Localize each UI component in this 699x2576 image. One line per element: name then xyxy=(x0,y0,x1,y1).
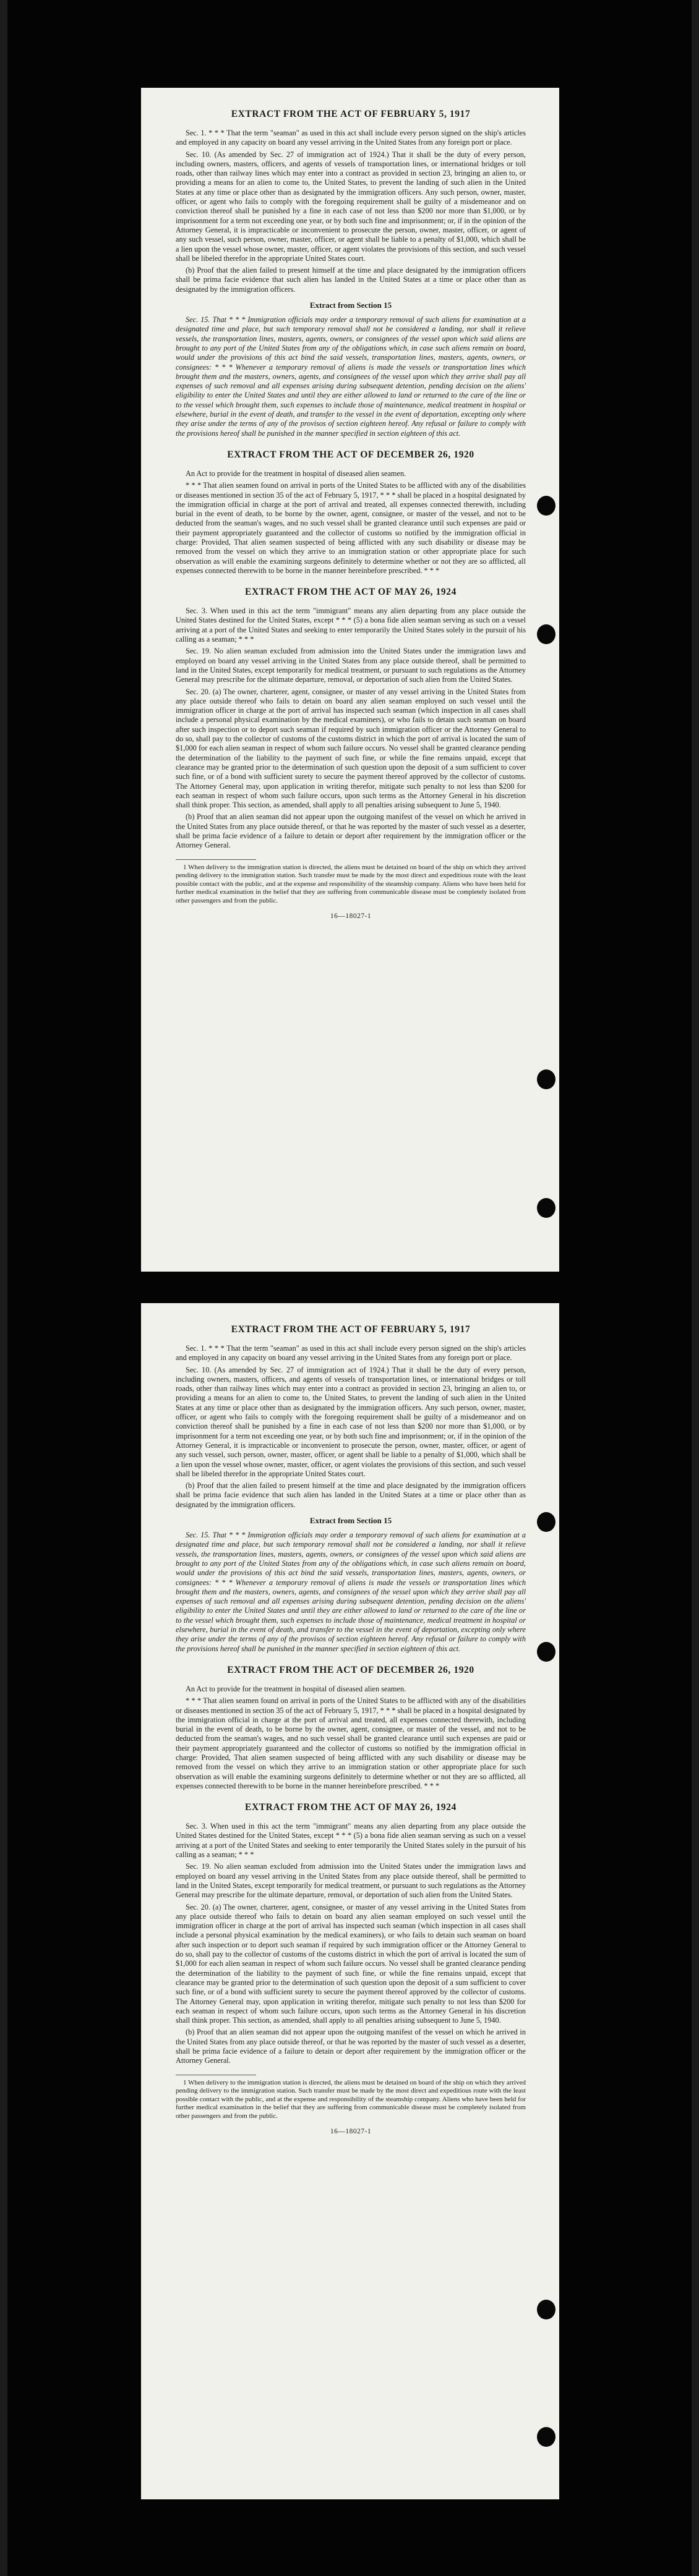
section-19: Sec. 19. No alien seaman excluded from admission into the United States under the immigration laws and employed on board any vessel arriving in the United States from any place outside thereof, shall be permitted to land in the United States, except temporarily for medical treatment, or pursuant to such regulations as the Attorney General may prescribe for the ultimate departure, removal, or deportation of such alien from the United States. xyxy=(176,647,526,684)
section-20a: Sec. 20. (a) The owner, charterer, agent, consignee, or master of any vessel arriving in the United States from any place outside thereof who fails to detain on board any alien seaman employed on such vessel until the immigration officer in charge at the port of arrival has inspected such seaman (which inspection in all cases shall include a personal physical examination by the medical examiners), or who fails to detain such seaman on board after such inspection or to deport such seaman if required by such immigration officer or the Attorney General to do so, shall pay to the collector of customs of the customs district in which the port of arrival is located the sum of $1,000 for each alien seaman in respect of whom such failure occurs. No vessel shall be granted clearance pending the determination of the liability to the payment of such fine, or while the fine remains unpaid, except that clearance may be granted prior to the determination of such question upon the deposit of a sum sufficient to cover such fine, or of a bond with sufficient surety to secure the payment thereof approved by the collector of customs. The Attorney General may, upon application in writing therefor, mitigate such penalty to not less than $200 for each seaman in respect of whom such failure occurs, upon such terms as the Attorney General in his discretion shall think proper. This section, as amended, shall apply to all penalties arising subsequent to June 5, 1940. xyxy=(176,687,526,810)
heading-act-1920: EXTRACT FROM THE ACT OF DECEMBER 26, 1920 xyxy=(227,449,474,460)
punch-hole xyxy=(537,1198,555,1218)
punch-hole xyxy=(537,1069,555,1089)
document-page-1 xyxy=(141,88,559,1272)
section-15: Sec. 15. That * * * Immigration officials may order a temporary removal of such aliens for examination at a designated time and place, but such temporary removal shall not be considered a landing, nor shall it relieve vessels, the transportation lines, masters, agents, owners, or consignees of the vessel upon which said aliens are brought to any port of the United States from any of the obligations which, in case such aliens remain on board, would under the provisions of this act bind the said vessels, transportation lines, masters, agents, owners, or consignees: * * * Whenever a temporary removal of aliens is made the vessels or transportation lines which brought them and the masters, owners, agents, and consignees of the vessel upon which they arrive shall pay all expenses of such removal and all expenses arising during subsequent detention, pending decision on the aliens' eligibility to enter the United States and until they are either allowed to land or returned to the care of the line or to the vessel which brought them, such expenses to include those of maintenance, medical treatment in hospital or elsewhere, burial in the event of death, and transfer to the vessel in the event of deportation, excepting only where they arise under the terms of any of the provisos of section eighteen hereof. Any refusal or failure to comply with the provisions hereof shall be punished in the manner specified in section eighteen of this act. xyxy=(176,315,526,438)
act-1920-title: An Act to provide for the treatment in hospital of diseased alien seamen. xyxy=(186,469,406,478)
section-10b: (b) Proof that the alien failed to present himself at the time and place designated by the immigration officers shall be prima facie evidence that such alien has landed in the United States at a time or place other than as designated by the immigration officers. xyxy=(176,266,526,294)
heading-act-1924: EXTRACT FROM THE ACT OF MAY 26, 1924 xyxy=(245,587,457,598)
section-15: Sec. 15. That * * * Immigration officials may order a temporary removal of such aliens for examination at a designated time and place, but such temporary removal shall not be considered a landing, nor shall it relieve vessels, the transportation lines, masters, agents, owners, or consignees of the vessel upon which said aliens are brought to any port of the United States from any of the obligations which, in case such aliens remain on board, would under the provisions of this act bind the said vessels, transportation lines, masters, agents, owners, or consignees: * * * Whenever a temporary removal of aliens is made the vessels or transportation lines which brought them and the masters, owners, agents, and consignees of the vessel upon which they arrive shall pay all expenses of such removal and all expenses arising during subsequent detention, pending decision on the aliens' eligibility to enter the United States and until they are either allowed to land or returned to the care of the line or to the vessel which brought them, such expenses to include those of maintenance, medical treatment in hospital or elsewhere, burial in the event of death, and transfer to the vessel in the event of deportation, excepting only where they arise under the terms of any of the provisos of section eighteen hereof. Any refusal or failure to comply with the provisions hereof shall be punished in the manner specified in section eighteen of this act. xyxy=(176,1531,526,1653)
punch-hole xyxy=(537,624,555,644)
footnote-rule xyxy=(176,859,256,860)
section-19: Sec. 19. No alien seaman excluded from admission into the United States under the immigration laws and employed on board any vessel arriving in the United States from any place outside thereof, shall be permitted to land in the United States, except temporarily for medical treatment, or pursuant to such regulations as the Attorney General may prescribe for the ultimate departure, removal, or deportation of such alien from the United States. xyxy=(176,1862,526,1900)
section-10: Sec. 10. (As amended by Sec. 27 of immigration act of 1924.) That it shall be the duty of every person, including owners, masters, officers, and agents of vessels of transportation lines, or international bridges or toll roads, other than railway lines which may enter into a contract as provided in section 23, bringing an alien to, or providing a means for an alien to come to, the United States, to prevent the landing of such alien in the United States at any time or place other than as designated by the immigration officers. Any such person, owner, master, officer, or agent who fails to comply with the foregoing requirement shall be guilty of a misdemeanor and on conviction thereof shall be punished by a fine in each case of not less than $200 nor more than $1,000, or by imprisonment for a term not exceeding one year, or by both such fine and imprisonment; or, if in the opinion of the Attorney General, it is impracticable or inconvenient to prosecute the person, owner, master, officer, or agent of any such vessel, such person, owner, master, officer, or agent shall be liable to a penalty of $1,000, which shall be a lien upon the vessel whose owner, master, officer, or agent violates the provisions of this section, and such vessel shall be libeled therefor in the appropriate United States court. xyxy=(176,150,526,263)
footnote: 1 When delivery to the immigration station is directed, the aliens must be detained on board of the ship on which they arrived pending delivery to the immigration station. Such transfer must be made by the most direct and expeditious route with the least possible contact with the public, and at the expense and responsibility of the steamship company. Aliens who have been held for further medical examination in the belief that they are suffering from communicable disease must be completely isolated from other passengers and from the public. xyxy=(176,2078,526,2120)
section-1: Sec. 1. * * * That the term "seaman" as used in this act shall include every person signed on the ship's articles and employed in any capacity on board any vessel arriving in the United States from any foreign port or place. xyxy=(176,1344,526,1362)
film-edge-right xyxy=(692,0,699,2576)
footnote: 1 When delivery to the immigration station is directed, the aliens must be detained on board of the ship on which they arrived pending delivery to the immigration station. Such transfer must be made by the most direct and expeditious route with the least possible contact with the public, and at the expense and responsibility of the steamship company. Aliens who have been held for further medical examination in the belief that they are suffering from communicable disease must be completely isolated from other passengers and from the public. xyxy=(176,863,526,904)
section-3: Sec. 3. When used in this act the term "immigrant" means any alien departing from any place outside the United States destined for the United States, except * * * (5) a bona fide alien seaman serving as such on a vessel arriving at a port of the United States and seeking to enter temporarily the United States solely in the pursuit of his calling as a seaman; * * * xyxy=(176,606,526,644)
act-1920-title: An Act to provide for the treatment in hospital of diseased alien seamen. xyxy=(186,1684,406,1693)
section-20b: (b) Proof that an alien seaman did not appear upon the outgoing manifest of the vessel on which he arrived in the United States from any place outside thereof, or that he was reported by the master of such vessel as a deserter, shall be prima facie evidence of a failure to detain or deport after requirement by the immigration officer or the Attorney General. xyxy=(176,2028,526,2065)
heading-section-15: Extract from Section 15 xyxy=(309,1516,392,1526)
punch-hole xyxy=(537,1642,555,1662)
form-code: 16—18027-1 xyxy=(330,912,372,920)
punch-hole xyxy=(537,2300,555,2319)
act-1920-text: * * * That alien seamen found on arrival in ports of the United States to be afflicted with any of the disabilities or diseases mentioned in section 35 of the act of February 5, 1917, * * * shall be placed in a hospital designated by the immigration official in charge at the port of arrival and treated, all expenses connected therewith, including burial in the event of death, to be borne by the owner, agent, consignee, or master of the vessel, and not to be deducted from the seaman's wages, and no such vessel shall be granted clearance until such expenses are paid or their payment appropriately guaranteed and the collector of customs so notified by the immigration official in charge: Provided, That alien seamen suspected of being afflicted with any such disability or disease may be removed from the vessel on which they arrive to an immigration station or other appropriate place for such observation as will enable the examining surgeons definitely to determine whether or not they are so afflicted, all expenses connected therewith to be borne in the manner hereinbefore prescribed. * * * xyxy=(176,481,526,575)
heading-act-1920: EXTRACT FROM THE ACT OF DECEMBER 26, 1920 xyxy=(227,1664,474,1675)
punch-hole xyxy=(537,496,555,516)
section-20b: (b) Proof that an alien seaman did not appear upon the outgoing manifest of the vessel on which he arrived in the United States from any place outside thereof, or that he was reported by the master of such vessel as a deserter, shall be prima facie evidence of a failure to detain or deport after requirement by the immigration officer or the Attorney General. xyxy=(176,812,526,850)
section-10b: (b) Proof that the alien failed to present himself at the time and place designated by the immigration officers shall be prima facie evidence that such alien has landed in the United States at a time or place other than as designated by the immigration officers. xyxy=(176,1481,526,1509)
punch-hole xyxy=(537,2427,555,2447)
form-code: 16—18027-1 xyxy=(330,2128,372,2136)
section-3: Sec. 3. When used in this act the term "immigrant" means any alien departing from any place outside the United States destined for the United States, except * * * (5) a bona fide alien seaman serving as such on a vessel arriving at a port of the United States and seeking to enter temporarily the United States solely in the pursuit of his calling as a seaman; * * * xyxy=(176,1822,526,1860)
film-edge-left xyxy=(0,0,7,2576)
heading-act-1924: EXTRACT FROM THE ACT OF MAY 26, 1924 xyxy=(245,1802,457,1813)
heading-act-1917: EXTRACT FROM THE ACT OF FEBRUARY 5, 1917 xyxy=(231,1324,471,1335)
act-1920-text: * * * That alien seamen found on arrival in ports of the United States to be afflicted with any of the disabilities or diseases mentioned in section 35 of the act of February 5, 1917, * * * shall be placed in a hospital designated by the immigration official in charge at the port of arrival and treated, all expenses connected therewith, including burial in the event of death, to be borne by the owner, agent, consignee, or master of the vessel, and not to be deducted from the seaman's wages, and no such vessel shall be granted clearance until such expenses are paid or their payment appropriately guaranteed and the collector of customs so notified by the immigration official in charge: Provided, That alien seamen suspected of being afflicted with any such disability or disease may be removed from the vessel on which they arrive to an immigration station or other appropriate place for such observation as will enable the examining surgeons definitely to determine whether or not they are so afflicted, all expenses connected therewith to be borne in the manner hereinbefore prescribed. * * * xyxy=(176,1696,526,1790)
section-20a: Sec. 20. (a) The owner, charterer, agent, consignee, or master of any vessel arriving in the United States from any place outside thereof who fails to detain on board any alien seaman employed on such vessel until the immigration officer in charge at the port of arrival has inspected such seaman (which inspection in all cases shall include a personal physical examination by the medical examiners), or who fails to detain such seaman on board after such inspection or to deport such seaman if required by such immigration officer or the Attorney General to do so, shall pay to the collector of customs of the customs district in which the port of arrival is located the sum of $1,000 for each alien seaman in respect of whom such failure occurs. No vessel shall be granted clearance pending the determination of the liability to the payment of such fine, or while the fine remains unpaid, except that clearance may be granted prior to the determination of such question upon the deposit of a sum sufficient to cover such fine, or of a bond with sufficient surety to secure the payment thereof approved by the collector of customs. The Attorney General may, upon application in writing therefor, mitigate such penalty to not less than $200 for each seaman in respect of whom such failure occurs, upon such terms as the Attorney General in his discretion shall think proper. This section, as amended, shall apply to all penalties arising subsequent to June 5, 1940. xyxy=(176,1902,526,2025)
heading-act-1917: EXTRACT FROM THE ACT OF FEBRUARY 5, 1917 xyxy=(231,109,471,119)
punch-hole xyxy=(537,1512,555,1532)
heading-section-15: Extract from Section 15 xyxy=(309,300,392,310)
section-1: Sec. 1. * * * That the term "seaman" as used in this act shall include every person signed on the ship's articles and employed in any capacity on board any vessel arriving in the United States from any foreign port or place. xyxy=(176,129,526,147)
section-10: Sec. 10. (As amended by Sec. 27 of immigration act of 1924.) That it shall be the duty of every person, including owners, masters, officers, and agents of vessels of transportation lines, or international bridges or toll roads, other than railway lines which may enter into a contract as provided in section 23, bringing an alien to, or providing a means for an alien to come to, the United States, to prevent the landing of such alien in the United States at any time or place other than as designated by the immigration officers. Any such person, owner, master, officer, or agent who fails to comply with the foregoing requirement shall be guilty of a misdemeanor and on conviction thereof shall be punished by a fine in each case of not less than $200 nor more than $1,000, or by imprisonment for a term not exceeding one year, or by both such fine and imprisonment; or, if in the opinion of the Attorney General, it is impracticable or inconvenient to prosecute the person, owner, master, officer, or agent of any such vessel, such person, owner, master, officer, or agent shall be liable to a penalty of $1,000, which shall be a lien upon the vessel whose owner, master, officer, or agent violates the provisions of this section, and such vessel shall be libeled therefor in the appropriate United States court. xyxy=(176,1365,526,1478)
document-page-2 xyxy=(141,1303,559,2499)
